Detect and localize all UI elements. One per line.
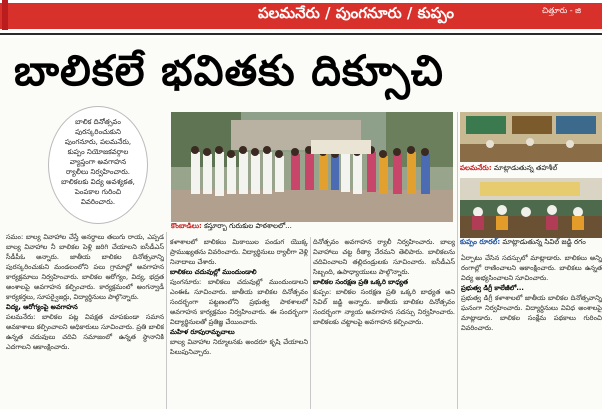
main-photo-caption bbox=[171, 222, 453, 234]
side-caption-bottom-tag: కుప్పం రూరల్: bbox=[460, 238, 501, 246]
pull-quote: బాలిక దినోత్సవం పురస్కరించుకుని పుంగనూరు, పలమనేరు, కుప్పం నియోజకవర్గాల వ్యాప్తంగా అవగాహన ర్యాలీలు నిర్వహించారు. బాలికలకు విద్య అవశ్యకత, పెంపకాల గురించి వివరించారు. bbox=[48, 106, 148, 224]
side-caption-bottom-text: మాట్లాడుతున్న సివిల్ జడ్జి రగం bbox=[502, 238, 586, 246]
column-2-body: కళాశాలలో బాలికలు మిఠాయిల పండుగ యొక్క ప్రాముఖ్యతను వివరించారు. విద్యార్థినులు ర్యాలీగా వెళ్లి నినాదాలు చేశారు. bbox=[170, 238, 308, 266]
column-2-subhead: బాలికలు చదువుల్లో ముందుండాలి bbox=[170, 268, 257, 276]
column-2-body-b: పుంగనూరు: బాలికలు చదువుల్లో ముందుండాలని ఎంఈఓ సూచించారు. జాతీయ బాలికల దినోత్సవం సందర్భంగా పట్టణంలోని ప్రభుత్వ పాఠశాలలో అవగాహన కార్యక్రమం నిర్వహించారు. ఈ సందర్భంగా విద్యార్థినులతో ప్రతిజ్ఞ చేయించారు. bbox=[170, 278, 308, 326]
side-photo-top bbox=[460, 112, 602, 162]
rally-photo-illustration bbox=[171, 112, 453, 222]
page-headline: బాలికలే భవితకు దిక్సూచి bbox=[14, 46, 444, 95]
column-1-body-b: పలమనేరు: బాలికల పట్ల వివక్షత చూపకుండా సమాన అవకాశాలు కల్పించాలని అధికారులు సూచించారు. ప్రతి బాలిక ఉన్నత చదువులు చదివి సమాజంలో ఉన్నత స్థానానికి ఎదగాలని ఆకాంక్షించారు. bbox=[6, 313, 164, 351]
masthead-bar bbox=[0, 0, 602, 38]
main-photo bbox=[171, 112, 453, 222]
article-column-4 bbox=[461, 253, 602, 409]
seminar-photo-illustration bbox=[460, 178, 602, 238]
column-3-body: దినోత్సవం అవగాహన ర్యాలీ నిర్వహించారు. బాల్య వివాహాలు చట్ట రీత్యా నేరమని తెలిపారు. బాలికలను చదివించాలని తల్లిదండ్రులకు సూచించారు. ఐసీడీఎస్ సిబ్బంది, ఉపాధ్యాయులు పాల్గొన్నారు. bbox=[313, 238, 455, 276]
column-2-subhead-2: మహిళ రూపురామృచాలు bbox=[170, 328, 235, 336]
column-1-subhead: విద్య, ఆరోగ్యంపై అవగాహన bbox=[6, 303, 78, 311]
column-divider bbox=[310, 237, 311, 409]
column-1-body: సమం: బాల్య వివాహాల చేస్తే అనర్థాలు తలుగు రాయ, ఎప్పడ బాల్య వివాహాల నీ బాలికల పెళ్లి జరిగి చేయాలని ఐసీడీఎస్ సీడీపీఓ అన్నారు. జాతీయ బాలికల దినోత్సవాన్ని పురస్కరించుకుని మండలంలోని పలు గ్రామాల్లో అవగాహన కార్యక్రమాలు నిర్వహించారు. బాలికల ఆరోగ్యం, విద్య, భద్రత అంశాలపై అవగాహన కల్పించారు. కార్యక్రమంలో అంగన్వాడీ కార్యకర్తలు, సూపర్వైజర్లు, విద్యార్థినులు పాల్గొన్నారు. bbox=[6, 233, 164, 301]
column-4-body: ఏర్పాటు చేసిన సదస్సులో మాట్లాడారు. బాలికలు అన్ని రంగాల్లో రాణించాలని ఆకాంక్షించారు. బాలికలు ఉన్నత విద్య అభ్యసించాలని సూచించారు. bbox=[461, 254, 602, 282]
side-photo-bottom bbox=[460, 178, 602, 238]
main-photo-caption-text: కస్తూర్బా గురుకుల పాఠశాలలో... bbox=[204, 222, 292, 230]
article-column-1 bbox=[6, 232, 164, 409]
side-caption-top-tag: పలమనేరు: bbox=[460, 164, 492, 172]
column-4-subhead: ప్రభుత్వ డిగ్రీ కాలేజీలో... bbox=[461, 284, 524, 292]
masthead-rule bbox=[0, 33, 602, 35]
masthead-edition: చిత్తూరు - జి bbox=[542, 6, 582, 15]
column-divider bbox=[457, 112, 458, 409]
main-photo-caption-tag: కొంబాడిలు: bbox=[171, 222, 202, 230]
article-column-3 bbox=[313, 237, 455, 409]
column-4-body-b: ప్రభుత్వ డిగ్రీ కళాశాలలో జాతీయ బాలికల దినోత్సవాన్ని ఘనంగా నిర్వహించారు. విద్యార్థినులు వివిధ అంశాలపై మాట్లాడారు. బాలికల సంక్షేమ పథకాలు గురించి వివరించారు. bbox=[461, 294, 602, 332]
column-3-body-b: కుప్పం: బాలికల సంరక్షణ ప్రతి ఒక్కరి బాధ్యత అని సివిల్ జడ్జి అన్నారు. జాతీయ బాలికల దినోత్సవం సందర్భంగా న్యాయ అవగాహన సదస్సు నిర్వహించారు. బాలికలకు చట్టాలపై అవగాహన కల్పించారు. bbox=[313, 288, 455, 326]
side-caption-top-text: మాట్లాడుతున్న తహశీల్ bbox=[493, 164, 558, 172]
masthead-region: పలమనేరు / పుంగనూరు / కుప్పం bbox=[258, 4, 454, 22]
side-caption-bottom bbox=[460, 238, 602, 250]
column-3-subhead: బాలికల సంరక్షణ ప్రతి ఒక్కరి బాధ్యత bbox=[313, 278, 408, 286]
meeting-photo-illustration bbox=[460, 112, 602, 162]
side-caption-top bbox=[460, 164, 602, 176]
column-2-body-c: బాల్య వివాహాల నిర్మూలనకు అందరూ కృషి చేయాలని పిలుపునిచ్చారు. bbox=[170, 338, 308, 356]
article-column-2 bbox=[170, 237, 308, 409]
column-divider bbox=[166, 232, 167, 409]
masthead-mark bbox=[2, 0, 8, 30]
